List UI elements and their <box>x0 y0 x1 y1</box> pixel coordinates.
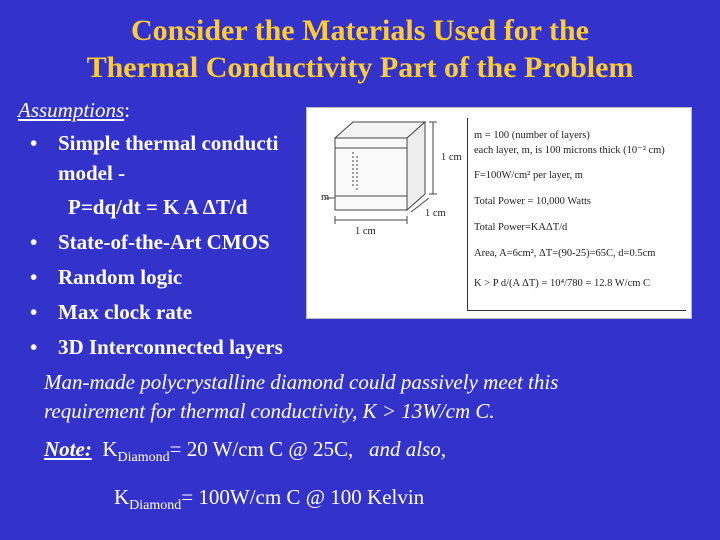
bullet-4-text: Max clock rate <box>58 300 193 324</box>
bullet-5-text: 3D Interconnected layers <box>58 335 283 359</box>
thermal-cube-figure <box>306 107 692 319</box>
bullet-1-line-3: P=dq/dt = K A ΔT/d <box>68 195 248 219</box>
assumptions-label: Assumptions <box>18 98 125 122</box>
bullet-glyph: • <box>30 335 38 359</box>
bullet-glyph: • <box>30 131 38 155</box>
k-diamond-25c: = 20 W/cm C @ 25C, <box>169 437 354 461</box>
note-line-6: Area, A=6cm², ΔT=(90-25)=65C, d=0.5cm <box>474 248 656 259</box>
conclusion-line-2: requirement for thermal conductivity, K > 13W/cm C. <box>44 399 495 423</box>
bullet-glyph: • <box>30 300 38 324</box>
conclusion-text <box>44 368 684 426</box>
note-line-2: each layer, m, is 100 microns thick (10⁻² cm) <box>474 145 665 156</box>
slide-title <box>0 12 720 86</box>
note-line-3: F=100W/cm² per layer, m <box>474 170 583 181</box>
k-subscript: Diamond <box>129 498 182 514</box>
note-line-1: m = 100 (number of layers) <box>474 130 590 141</box>
dim-height-label: 1 cm <box>441 152 462 163</box>
k-subscript: Diamond <box>117 450 170 466</box>
bullet-glyph: • <box>30 265 38 289</box>
note-row-2 <box>114 485 424 514</box>
k-diamond-100k: = 100W/cm C @ 100 Kelvin <box>181 485 425 509</box>
conclusion-line-1: Man-made polycrystalline diamond could passively meet this <box>44 370 559 394</box>
bullet-2-text: State-of-the-Art CMOS <box>58 230 270 254</box>
bullet-glyph: • <box>30 230 38 254</box>
title-line-1: Consider the Materials Used for the <box>131 14 589 47</box>
note-line-5: Total Power=KAΔT/d <box>474 222 568 233</box>
note-label: Note: <box>44 437 92 461</box>
note-line-7: K > P d/(A ΔT) = 10⁴/780 = 12.8 W/cm C <box>474 278 651 289</box>
and-also-text: and also, <box>369 437 447 461</box>
assumptions-colon: : <box>124 98 131 122</box>
dim-depth-label: 1 cm <box>425 208 446 219</box>
bullet-1-line-1: Simple thermal conducti <box>58 131 279 155</box>
bullet-1-line-2: model - <box>58 161 126 185</box>
dim-width-label: 1 cm <box>355 226 376 237</box>
k-symbol: K <box>102 437 118 461</box>
calculation-notes <box>467 118 686 311</box>
bullet-3-text: Random logic <box>58 265 183 289</box>
title-line-2: Thermal Conductivity Part of the Problem <box>86 51 634 84</box>
k-symbol: K <box>114 485 130 509</box>
layer-m-label: m <box>321 192 330 203</box>
note-row-1 <box>44 437 446 466</box>
assumptions-heading <box>18 98 130 123</box>
note-line-4: Total Power = 10,000 Watts <box>474 196 592 207</box>
